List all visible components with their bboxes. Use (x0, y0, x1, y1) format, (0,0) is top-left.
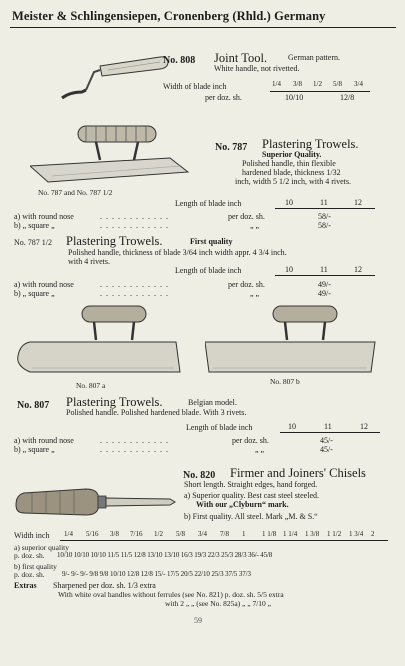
item-7875-row-b: b) „ square „ (14, 289, 55, 298)
item-787-row-a: a) with round nose (14, 212, 74, 221)
item-820-width-6: 5/8 (176, 530, 185, 538)
item-807-length-1: 10 (288, 422, 296, 431)
item-820-extras3: with 2 „ „ (see No. 825a) „ „ 7/10 „ (165, 599, 272, 608)
item-7875-price-label: per doz. sh. (228, 280, 265, 289)
item-787-caption: No. 787 and No. 787 1/2 (38, 188, 113, 197)
item-7875-number: No. 787 1/2 (14, 238, 52, 247)
item-787-underline (275, 208, 375, 209)
item-787-dots-a: . . . . . . . . . . . . (100, 212, 169, 221)
item-808-width-2: 3/8 (293, 80, 302, 88)
item-7875-length-3: 12 (354, 265, 362, 274)
item-807a-caption: No. 807 a (76, 381, 106, 390)
item-820-extras-label: Extras (14, 581, 37, 590)
item-7875-price-b: 49/- (318, 289, 331, 298)
item-807-number: No. 807 (17, 400, 50, 411)
item-820-name: Firmer and Joiners' Chisels (230, 466, 366, 480)
item-787-name: Plastering Trowels. (262, 137, 359, 151)
item-7875-dots-a: . . . . . . . . . . . . (100, 280, 169, 289)
item-820-width-5: 1/2 (154, 530, 163, 538)
item-787-number: No. 787 (215, 142, 248, 153)
item-807-length-label: Length of blade inch (186, 423, 253, 432)
item-787-length-3: 12 (354, 198, 362, 207)
item-808-price-label: per doz. sh. (205, 93, 242, 102)
item-820-row-b2: p. doz. sh. (14, 570, 45, 579)
item-787-desc2: hardened blade, thickness 1/32 (242, 168, 341, 177)
item-807-row-a: a) with round nose (14, 436, 74, 445)
item-807-dots-b: . . . . . . . . . . . . (100, 445, 169, 454)
trowel-787-illustration (30, 122, 190, 184)
item-7875-dots-b: . . . . . . . . . . . . (100, 289, 169, 298)
item-787-row-b: b) „ square „ (14, 221, 55, 230)
item-807-underline (280, 432, 380, 433)
item-820-prices-a: 10/10 10/10 10/10 11/5 11/5 12/8 13/10 13/10 16/3 19/3 22/3 25/3 28/3 36/- 45/8 (57, 551, 273, 559)
item-820-row-a2: p. doz. sh. (14, 551, 45, 560)
item-7875-desc2: with 4 rivets. (68, 257, 110, 266)
item-820-desc1: Short length. Straight edges, hand forged. (184, 480, 318, 489)
item-808-name: Joint Tool. (214, 51, 268, 65)
item-787-length-2: 11 (320, 198, 328, 207)
header-rule (10, 27, 396, 28)
item-820-extras1: Sharpened per doz. sh. 1/3 extra (53, 581, 156, 590)
item-820-width-9: 1 (242, 530, 246, 538)
item-787-price-label: per doz. sh. (228, 212, 265, 221)
item-787-desc1: Polished handle, thin flexible (242, 159, 336, 168)
item-7875-price-a: 49/- (318, 280, 331, 289)
item-807-price-label: per doz. sh. (232, 436, 269, 445)
item-808-width-5: 3/4 (354, 80, 363, 88)
item-7875-name: Plastering Trowels. (66, 234, 163, 248)
item-807-ditto: „ „ (255, 445, 265, 454)
item-820-desc4: b) First quality. All steel. Mark „M. & S.“ (184, 512, 318, 521)
item-807-desc0: Belgian model. (188, 398, 237, 407)
item-820-desc3: With our „Clyburn“ mark. (196, 500, 289, 509)
item-7875-length-2: 11 (320, 265, 328, 274)
item-820-underline (60, 540, 388, 541)
item-820-width-1: 1/4 (64, 530, 73, 538)
item-787-price-a: 58/- (318, 212, 331, 221)
item-820-width-11: 1 1/4 (283, 530, 298, 538)
item-820-prices-b: 9/- 9/- 9/- 9/8 9/8 10/10 12/8 12/8 15/- 17/5 20/5 22/10 25/3 37/5 37/3 (62, 570, 251, 578)
item-820-width-2: 5/16 (86, 530, 99, 538)
item-7875-quality: First quality (190, 237, 233, 246)
item-807-price-b: 45/- (320, 445, 333, 454)
item-820-width-10: 1 1/8 (262, 530, 277, 538)
chisel-illustration (12, 483, 177, 523)
trowel-807a-illustration (14, 304, 189, 376)
item-808-width-1: 1/4 (272, 80, 281, 88)
page-number: 59 (194, 616, 202, 625)
item-7875-length-label: Length of blade inch (175, 266, 242, 275)
item-7875-desc1: Polished handle, thickness of blade 3/64 inch width appr. 4 3/4 inch. (68, 248, 287, 257)
item-808-number: No. 808 (163, 55, 196, 66)
item-7875-underline (275, 275, 375, 276)
item-787-ditto: „ „ (250, 221, 260, 230)
item-7875-ditto: „ „ (250, 289, 260, 298)
item-820-width-4: 7/16 (130, 530, 143, 538)
item-808-desc1: German pattern. (288, 53, 340, 62)
item-820-row-b1: b) first quality (14, 562, 57, 571)
item-808-width-3: 1/2 (313, 80, 322, 88)
item-787-dots-b: . . . . . . . . . . . . (100, 221, 169, 230)
item-820-desc2: a) Superior quality. Best cast steel steeled. (184, 491, 319, 500)
item-807-desc1: Polished handle. Polished hardened blade. With 3 rivets. (66, 408, 247, 417)
item-808-width-label: Width of blade inch (163, 82, 227, 91)
item-820-extras2: With white oval handles without ferrules (see No. 821) p. doz. sh. 5/5 extra (58, 590, 284, 599)
item-820-width-13: 1 1/2 (327, 530, 342, 538)
item-807-name: Plastering Trowels. (66, 395, 163, 409)
item-820-width-12: 1 3/8 (305, 530, 320, 538)
item-807-length-2: 11 (324, 422, 332, 431)
item-820-width-14: 1 3/4 (349, 530, 364, 538)
item-807-price-a: 45/- (320, 436, 333, 445)
item-808-price-2: 12/8 (340, 93, 355, 102)
item-820-number: No. 820 (183, 470, 216, 481)
item-807b-caption: No. 807 b (270, 377, 300, 386)
item-787-length-label: Length of blade inch (175, 199, 242, 208)
item-807-dots-a: . . . . . . . . . . . . (100, 436, 169, 445)
item-820-width-7: 3/4 (198, 530, 207, 538)
item-820-width-8: 7/8 (220, 530, 229, 538)
item-7875-row-a: a) with round nose (14, 280, 74, 289)
item-787-desc3: inch, width 5 1/2 inch, with 4 rivets. (235, 177, 351, 186)
item-808-underline (270, 91, 370, 92)
item-820-width-label: Width inch (14, 531, 50, 540)
item-787-quality: Superior Quality. (262, 150, 322, 159)
item-808-width-4: 5/8 (333, 80, 342, 88)
page-header: Meister & Schlingensiepen, Cronenberg (Rhld.) Germany (12, 9, 326, 23)
joint-tool-illustration (60, 52, 180, 102)
item-787-length-1: 10 (285, 198, 293, 207)
item-807-row-b: b) „ square „ (14, 445, 55, 454)
item-808-price-1: 10/10 (285, 93, 304, 102)
item-820-width-15: 2 (371, 530, 375, 538)
trowel-807b-illustration (205, 304, 380, 376)
item-820-width-3: 3/8 (110, 530, 119, 538)
item-820-row-a1: a) superior quality (14, 543, 69, 552)
item-7875-length-1: 10 (285, 265, 293, 274)
item-807-length-3: 12 (360, 422, 368, 431)
item-787-price-b: 58/- (318, 221, 331, 230)
item-808-desc2: White handle, not rivetted. (214, 64, 300, 73)
